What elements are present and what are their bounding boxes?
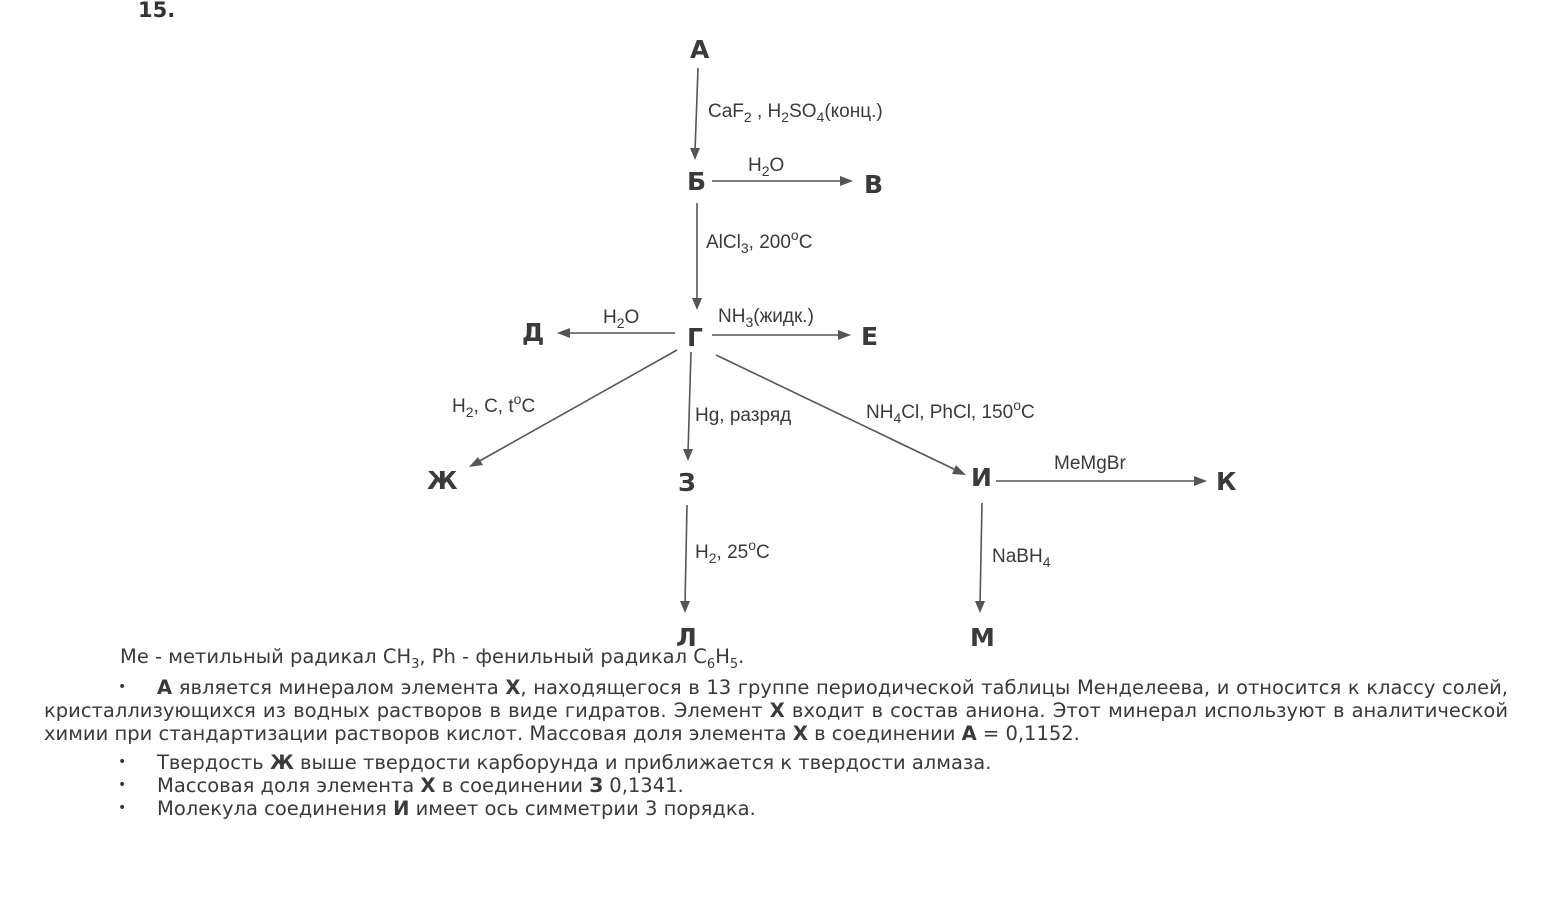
node-M: М — [970, 623, 995, 652]
node-I: И — [971, 463, 992, 492]
arrow-A-B — [690, 68, 700, 160]
node-E: Е — [861, 322, 879, 351]
arrow-Z-L — [680, 505, 690, 613]
node-Zh: Ж — [427, 466, 458, 495]
notation-note: Me - метильный радикал $CH_3$, Ph - фенильный радикал $C_6H_5$. — [120, 645, 745, 672]
cond-B-V: $H_2O$ — [748, 155, 785, 179]
cond-G-Zh: $H_2$, C, $t^oC$ — [452, 391, 536, 420]
cond-I-M: NaBH$_4$ — [992, 546, 1051, 570]
arrow-G-Z — [683, 352, 693, 461]
node-A: А — [690, 35, 710, 64]
problem-number: 15. — [138, 0, 176, 22]
arrow-I-M — [975, 503, 985, 613]
clue-hardness-Zh: • Твердость Ж выше твердости карборунда и приближается к твердости алмаза. — [118, 750, 992, 774]
clue-mineral-A: • А является минералом элемента X, находящегося в 13 группе периодической таблицы Менделеева, и относится к классу солей, кристаллизующихся из водных растворов в виде гидратов. Элемент X входит в состав аниона. Этот минерал используют в аналитической химии при стандартизации растворов кислот. Массовая доля элемента X в соединении А = 0,1152. — [44, 675, 1509, 745]
node-L: Л — [676, 623, 697, 652]
arrow-I-K — [996, 476, 1207, 486]
arrow-B-V — [712, 176, 853, 186]
node-B: Б — [687, 167, 707, 196]
arrow-G-E — [712, 330, 851, 340]
arrow-B-G — [692, 203, 702, 310]
cond-G-E: $NH_3(жидк.)$ — [718, 306, 814, 330]
cond-Z-L: $H_2$, 25$^o$C — [695, 537, 770, 566]
node-Z: З — [678, 468, 696, 497]
node-D: Д — [522, 318, 545, 347]
cond-G-Z: Hg, разряд — [695, 405, 792, 426]
problem-text — [44, 645, 1508, 820]
cond-I-K: MeMgBr — [1054, 453, 1126, 474]
cond-A-B: CaF$_2$ , $H_2SO_4(конц.)$ — [708, 101, 883, 125]
cond-B-G: AlCl$_3$, 200$^o$C — [706, 227, 813, 256]
node-K: К — [1216, 467, 1237, 496]
node-G: Г — [687, 323, 703, 352]
node-V: В — [864, 170, 884, 199]
cond-G-D: $H_2O$ — [603, 307, 640, 331]
cond-G-I: $NH_4Cl$, PhCl, 150$^o$C — [866, 397, 1035, 426]
clue-symmetry-I: • Молекула соединения И имеет ось симметрии 3 порядка. — [118, 796, 756, 820]
clue-mass-fraction-Z: • Массовая доля элемента X в соединении З 0,1341. — [118, 773, 684, 797]
